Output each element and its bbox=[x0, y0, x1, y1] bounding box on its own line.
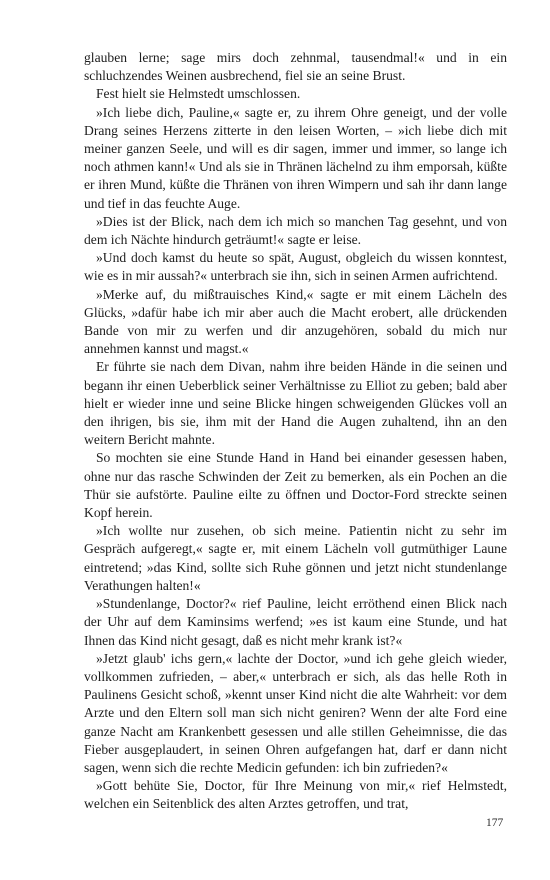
paragraph-6: »Merke auf, du mißtrauisches Kind,« sagte er mit einem Lächeln des Glücks, »dafür habe ich mir aber auch die Macht erobert, alle drückenden Bande von mir zu werfen und dir anzugehören, sobald du mich nur annehmen kannst und magst.« bbox=[84, 286, 507, 357]
paragraph-4: »Dies ist der Blick, nach dem ich mich so manchen Tag gesehnt, und von dem ich Nächte hindurch geträumt!« sagte er leise. bbox=[84, 213, 507, 248]
paragraph-3: »Ich liebe dich, Pauline,« sagte er, zu ihrem Ohre geneigt, und der volle Drang seines Herzens zitterte in den leisen Worten, – »ich liebe dich mit meiner ganzen Seele, und will es dir sagen, immer und immer, so lange ich noch athmen kann!« Und als sie in Thränen lächelnd zu ihm emporsah, küßte er ihren Mund, küßte die Thränen von ihren Wimpern und sah ihr dann lange und tief in das feuchte Auge. bbox=[84, 104, 507, 211]
page-number: 177 bbox=[486, 817, 504, 829]
paragraph-8: So mochten sie eine Stunde Hand in Hand bei einander gesessen haben, ohne nur das rasche Schwinden der Zeit zu bemerken, als ein Pochen an die Thür sie aufstörte. Pauline eilte zu öffnen und Doctor-Ford streckte seinen Kopf herein. bbox=[84, 450, 507, 521]
paragraph-10: »Stundenlange, Doctor?« rief Pauline, leicht erröthend einen Blick nach der Uhr auf dem Kaminsims werfend; »es ist kaum eine Stunde, und hat Ihnen das Kind nicht gesagt, daß es nicht mehr krank ist?« bbox=[84, 596, 507, 648]
paragraph-2: Fest hielt sie Helmstedt umschlossen. bbox=[96, 86, 301, 102]
body-text bbox=[84, 49, 507, 814]
paragraph-5: »Und doch kamst du heute so spät, August, obgleich du wissen konntest, wie es in mir aussah?« unterbrach sie ihn, sich in seinen Armen aufrichtend. bbox=[84, 250, 507, 284]
paragraph-7: Er führte sie nach dem Divan, nahm ihre beiden Hände in die seinen und begann ihr einen Ueberblick seiner Verhältnisse zu Elliot zu geben; bald aber hielt er wieder inne und seine Blicke hingen schweigenden Glückes voll an den ihrigen, bis sie, ihm mit der Hand die Augen zuhaltend, ihn an den weitern Bericht mahnte. bbox=[84, 359, 507, 448]
paragraph-11: »Jetzt glaub' ichs gern,« lachte der Doctor, »und ich gehe gleich wieder, vollkommen zufrieden, – aber,« unterbrach er sich, als das helle Roth in Paulinens Gesicht schoß, »kennt unser Kind nicht die alte Wahrheit: vor dem Arzte und den Eltern soll man sich nicht geniren? Wenn der alte Ford eine ganze Nacht am Krankenbett gesessen und alle stillen Geheimnisse, die das Fieber ausgeplaudert, in seinen Ohren aufgefangen hat, darf er dann nicht sagen, wenn sich die rechte Medicin gefunden: ich bin zufrieden?« bbox=[84, 650, 507, 775]
paragraph-12: »Gott behüte Sie, Doctor, für Ihre Meinung von mir,« rief Helmstedt, welchen ein Seitenblick des alten Arztes getroffen, und trat, bbox=[84, 778, 507, 812]
paragraph-9: »Ich wollte nur zusehen, ob sich meine. Patientin nicht zu sehr im Gespräch aufgeregt,« sagte er, mit einem Lächeln voll gutmüthiger Laune eintretend; »das Kind, sollte sich Ruhe gönnen und jetzt nicht stundenlange Verathungen halten!« bbox=[84, 523, 507, 593]
paragraph-1: glauben lerne; sage mirs doch zehnmal, tausendmal!« und in ein schluchzendes Weinen ausbrechend, fiel sie an seine Brust. bbox=[84, 50, 507, 84]
